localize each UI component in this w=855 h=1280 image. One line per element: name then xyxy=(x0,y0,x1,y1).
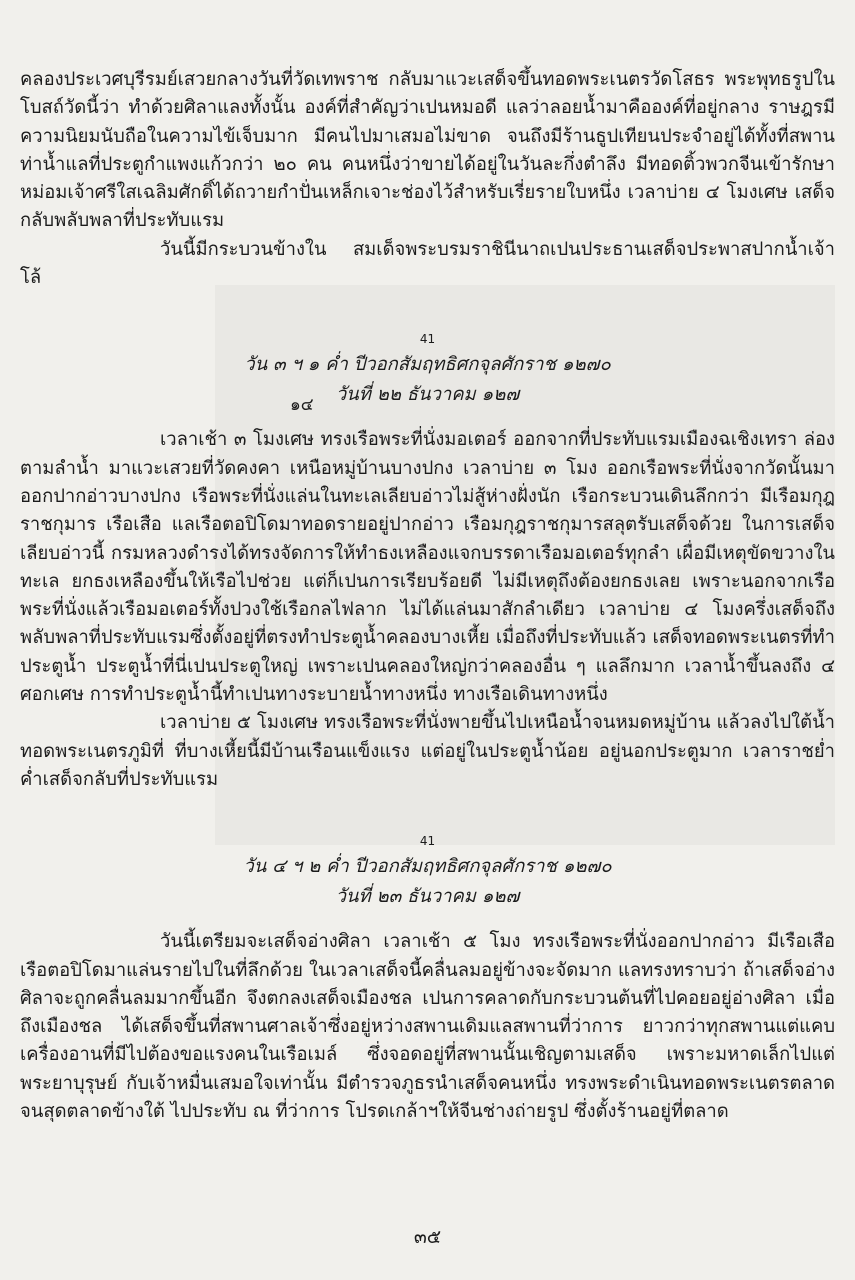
heading-lunar-date-2: วัน ๔ ฯ ๒ ค่ำ ปีวอกสัมฤทธิศกจุลศักราช ๑๒๗๐ xyxy=(243,856,612,878)
heading-gregorian-date-2: วันที่ ๒๓ ธันวาคม ๑๒๗ xyxy=(335,886,520,908)
section-heading-gregorian-1 xyxy=(20,380,835,416)
page-body xyxy=(20,66,835,1126)
paragraph-section2-1: วันนี้เตรียมจะเสด็จอ่างศิลา เวลาเช้า ๕ โมง ทรงเรือพระที่นั่งออกปากอ่าว มีเรือเสือ เรือตอปิโดมาแล่นรายไปในที่ลึกด้วย ในเวลาเสด็จนี้คลื่นลมอยู่ข้างจะจัดมาก แลทรงทราบว่า ถ้าเสด็จอ่างศิลาจะถูกคลื่นลมมากขึ้นอีก จึงตกลงเสด็จเมืองชล เปนการคลาดกับกระบวนต้นที่ไปคอยอยู่อ่างศิลา เมื่อถึงเมืองชล ได้เสด็จขึ้นที่สพานศาลเจ้าซึ่งอยู่หว่างสพานเดิมแลสพานที่ว่าการ ยาวกว่าทุกสพานแต่แคบ เครื่องอานที่มีไปต้องขอแรงคนในเรือเมล์ ซึ่งจอดอยู่ที่สพานนั้นเชิญตามเสด็จ เพราะมหาดเล็กไปแต่พระยาบุรุษย์ กับเจ้าหมื่นเสมอใจเท่านั้น มีตำรวจภูธรนำเสด็จคนหนึ่ง ทรงพระดำเนินทอดพระเนตรตลาดจนสุดตลาดข้างใต้ ไปประทับ ณ ที่ว่าการ โปรดเกล้าฯให้จีนช่างถ่ายรูป ซึ่งตั้งร้านอยู่ที่ตลาด xyxy=(20,931,835,1123)
heading-lunar-date-1: วัน ๓ ฯ ๑ ค่ำ ปีวอกสัมฤทธิศกจุลศักราช ๑๒๗๐ xyxy=(244,354,611,376)
section-heading-gregorian-2 xyxy=(20,882,835,912)
section-number-1: 41 xyxy=(419,332,436,347)
paragraph-inner-procession: วันนี้มีกระบวนข้างใน สมเด็จพระบรมราชินีนาถเปนประธานเสด็จประพาสปากน้ำเจ้าโล้ xyxy=(20,238,835,289)
page-number: ๓๕ xyxy=(413,1226,442,1248)
heading-gregorian-date-1: วันที่ ๒๒ ธันวาคม ๑๒๗ xyxy=(335,384,520,406)
section-heading-date-1 xyxy=(20,350,835,380)
paragraph-continuation: คลองประเวศบุรีรมย์เสวยกลางวันที่วัดเทพราช กลับมาแวะเสด็จขึ้นทอดพระเนตรวัดโสธร พระพุทธรูปในโบสถ์วัดนี้ว่า ทำด้วยศิลาแลงทั้งนั้น องค์ที่สำคัญว่าเปนหมอดี แลว่าลอยน้ำมาคือองค์ที่อยู่กลาง ราษฎรมีความนิยมนับถือในความไข้เจ็บมาก มีคนไปมาเสมอไม่ขาด จนถึงมีร้านธูปเทียนประจำอยู่ได้ทั้งที่สพานท่าน้ำแลที่ประตูกำแพงแก้วกว่า ๒๐ คน คนหนึ่งว่าขายได้อยู่ในวันละกึ่งตำลึง มีทอดติ้วพวกจีนเข้ารักษา หม่อมเจ้าศรีใสเฉลิมศักดิ์ได้ถวายกำปั่นเหล็กเจาะช่องไว้สำหรับเรี่ยรายใบหนึ่ง เวลาบ่าย ๔ โมงเศษ เสด็จกลับพลับพลาที่ประทับแรม xyxy=(20,69,835,232)
paragraph-section1-2: เวลาบ่าย ๕ โมงเศษ ทรงเรือพระที่นั่งพายขึ้นไปเหนือน้ำจนหมดหมู่บ้าน แล้วลงไปใต้น้ำทอดพระเนตรภูมิที่ ที่บางเหี้ยนี้มีบ้านเรือนแข็งแรง แต่อยู่ในประตูน้ำน้อย อยู่นอกประตูมาก เวลาราชย่ำค่ำเสด็จกลับที่ประทับแรม xyxy=(20,712,835,790)
handwritten-margin-note: ๑๔ xyxy=(290,395,314,416)
section-heading-date-2 xyxy=(20,852,835,882)
section-number-2: 41 xyxy=(419,834,436,849)
paragraph-section1-1: เวลาเช้า ๓ โมงเศษ ทรงเรือพระที่นั่งมอเตอร์ ออกจากที่ประทับแรมเมืองฉเชิงเทรา ล่องตามลำน้ำ มาแวะเสวยที่วัดคงคา เหนือหมู่บ้านบางปกง เวลาบ่าย ๓ โมง ออกเรือพระที่นั่งจากวัดนั้นมาออกปากอ่าวบางปกง เรือพระที่นั่งแล่นในทะเลเลียบอ่าวไม่สู้ห่างฝั่งนัก เรือกระบวนเดินลึกกว่า มีเรือมกุฎราชกุมาร เรือเสือ แลเรือตอปิโดมาทอดรายอยู่ปากอ่าว เรือมกุฎราชกุมารสลุตรับเสด็จด้วย ในการเสด็จเลียบอ่าวนี้ กรมหลวงดำรงได้ทรงจัดการให้ทำธงเหลืองแจกบรรดาเรือมอเตอร์ทุกลำ เผื่อมีเหตุขัดขวางในทะเล ยกธงเหลืองขึ้นให้เรือไปช่วย แต่ก็เปนการเรียบร้อยดี ไม่มีเหตุถึงต้องยกธงเลย เพราะนอกจากเรือพระที่นั่งแล้วเรือมอเตอร์ทั้งปวงใช้เรือกลไฟลาก ไม่ได้แล่นมาสักลำเดียว เวลาบ่าย ๔ โมงครึ่งเสด็จถึงพลับพลาที่ประทับแรมซึ่งตั้งอยู่ที่ตรงทำประตูน้ำคลองบางเหี้ย เมื่อถึงที่ประทับแล้ว เสด็จทอดพระเนตรที่ทำประตูน้ำ ประตูน้ำที่นี่เปนประตูใหญ่ เพราะเปนคลองใหญ่กว่าคลองอื่น ๆ แลลึกมาก เวลาน้ำขึ้นลงถึง ๔ ศอกเศษ การทำประตูน้ำนี้ทำเปนทางระบายน้ำทางหนึ่ง ทางเรือเดินทางหนึ่ง xyxy=(20,429,835,706)
